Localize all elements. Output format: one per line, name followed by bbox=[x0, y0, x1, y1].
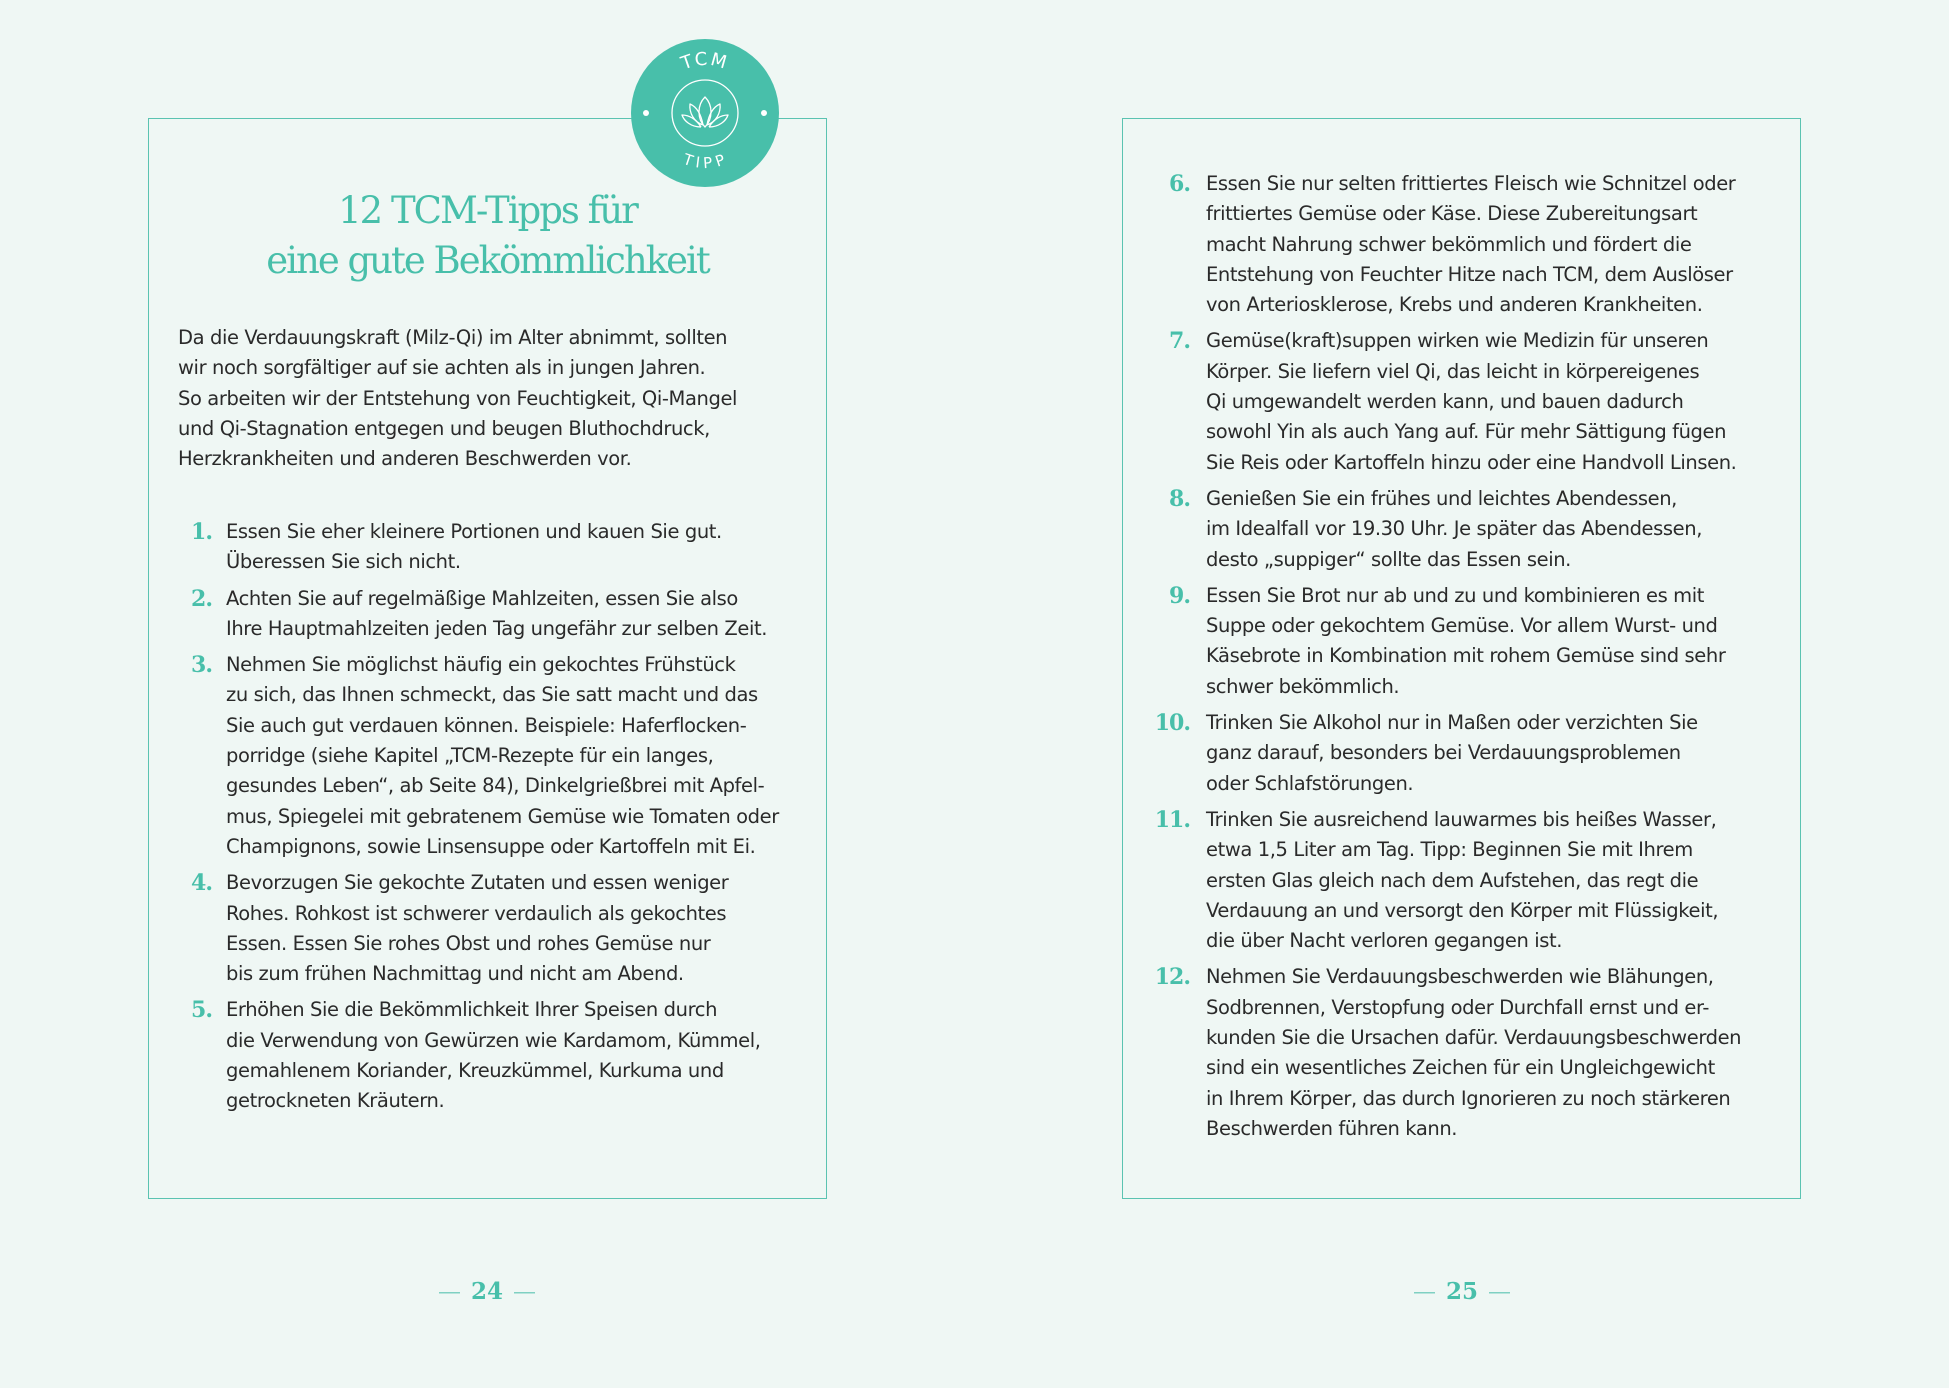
tip-line: im Idealfall vor 19.30 Uhr. Je später das Abendessen, bbox=[1206, 517, 1703, 541]
page-number-value: 25 bbox=[1445, 1278, 1478, 1305]
tip-line: kunden Sie die Ursachen dafür. Verdauungsbeschwerden bbox=[1206, 1026, 1742, 1050]
tip-line: Rohes. Rohkost ist schwerer verdaulich als gekochtes bbox=[226, 901, 727, 925]
tip-number: 10. bbox=[1154, 710, 1190, 737]
tip-line: von Arteriosklerose, Krebs und anderen Krankheiten. bbox=[1206, 293, 1703, 317]
tip-line: gesundes Leben“, ab Seite 84), Dinkelgrießbrei mit Apfel- bbox=[226, 774, 765, 798]
tip-line: Sie Reis oder Kartoffeln hinzu oder eine Handvoll Linsen. bbox=[1206, 450, 1737, 474]
tip-line: gemahlenem Koriander, Kreuzkümmel, Kurkuma und bbox=[226, 1059, 724, 1083]
tip-line: Essen Sie nur selten frittiertes Fleisch wie Schnitzel oder bbox=[1206, 172, 1736, 195]
tip-line: die über Nacht verloren gegangen ist. bbox=[1206, 929, 1563, 953]
page-title bbox=[150, 186, 825, 286]
tips-list-left bbox=[170, 517, 810, 1123]
tip-line: frittiertes Gemüse oder Käse. Diese Zubereitungsart bbox=[1206, 202, 1698, 226]
title-line-2: eine gute Bekömmlichkeit bbox=[266, 239, 709, 282]
tip-line: Nehmen Sie möglichst häufig ein gekochtes Frühstück bbox=[226, 653, 736, 677]
tip-line: Essen Sie Brot nur ab und zu und kombinieren es mit bbox=[1206, 583, 1705, 607]
tip-line: Verdauung an und versorgt den Körper mit Flüssigkeit, bbox=[1206, 898, 1719, 922]
tip-number: 1. bbox=[191, 519, 212, 545]
tip-line: Achten Sie auf regelmäßige Mahlzeiten, essen Sie also bbox=[226, 586, 738, 610]
tip-line: macht Nahrung schwer bekömmlich und fördert die bbox=[1206, 232, 1692, 256]
tip-line: schwer bekömmlich. bbox=[1206, 674, 1400, 698]
tip-line: Sodbrennen, Verstopfung oder Durchfall ernst und er- bbox=[1206, 995, 1709, 1019]
tip-line: Sie auch gut verdauen können. Beispiele: Haferflocken- bbox=[226, 713, 747, 737]
tip-item-9 bbox=[1150, 581, 1790, 702]
tip-number: 12. bbox=[1154, 964, 1190, 991]
tip-line: in Ihrem Körper, das durch Ignorieren zu noch stärkeren bbox=[1206, 1086, 1731, 1110]
tip-line: getrockneten Kräutern. bbox=[226, 1089, 445, 1113]
tip-item-7 bbox=[1150, 326, 1790, 477]
tip-line: Beschwerden führen kann. bbox=[1206, 1116, 1458, 1140]
tip-line: porridge (siehe Kapitel „TCM-Rezepte für ein langes, bbox=[226, 744, 714, 768]
page-number-value: 24 bbox=[470, 1278, 503, 1305]
tip-line: desto „suppiger“ sollte das Essen sein. bbox=[1206, 547, 1571, 571]
tip-line: Käsebrote in Kombination mit rohem Gemüse sind sehr bbox=[1206, 644, 1726, 668]
tip-line: Überessen Sie sich nicht. bbox=[226, 550, 461, 574]
tip-number: 7. bbox=[1169, 328, 1190, 355]
tip-number: 4. bbox=[191, 870, 212, 897]
tip-line: oder Schlafstörungen. bbox=[1206, 771, 1414, 795]
intro-line: wir noch sorgfältiger auf sie achten als in jungen Jahren. bbox=[178, 356, 706, 380]
tip-number: 8. bbox=[1169, 485, 1190, 512]
badge-dot-left bbox=[643, 110, 649, 116]
tip-line: mus, Spiegelei mit gebratenem Gemüse wie Tomaten oder bbox=[226, 804, 779, 828]
tip-item-1 bbox=[170, 517, 810, 578]
tip-line: Ihre Hauptmahlzeiten jeden Tag ungefähr zur selben Zeit. bbox=[226, 616, 768, 640]
tip-line: Gemüse(kraft)suppen wirken wie Medizin für unseren bbox=[1206, 329, 1709, 353]
badge-graphic bbox=[631, 39, 779, 187]
tip-line: Genießen Sie ein frühes und leichtes Abendessen, bbox=[1206, 486, 1677, 510]
tip-item-12 bbox=[1150, 962, 1790, 1144]
intro-line: So arbeiten wir der Entstehung von Feuchtigkeit, Qi-Mangel bbox=[178, 386, 738, 410]
tip-line: Bevorzugen Sie gekochte Zutaten und essen weniger bbox=[226, 871, 729, 895]
intro-paragraph bbox=[178, 323, 798, 474]
tip-item-4 bbox=[170, 868, 810, 989]
tip-item-10 bbox=[1150, 708, 1790, 799]
tip-item-8 bbox=[1150, 484, 1790, 575]
tip-line: Qi umgewandelt werden kann, und bauen dadurch bbox=[1206, 390, 1684, 414]
tip-line: ganz darauf, besonders bei Verdauungsproblemen bbox=[1206, 741, 1681, 765]
tip-line: etwa 1,5 Liter am Tag. Tipp: Beginnen Sie mit Ihrem bbox=[1206, 838, 1693, 862]
intro-line: und Qi-Stagnation entgegen und beugen Bluthochdruck, bbox=[178, 416, 710, 440]
page-number-dash: — bbox=[1488, 1279, 1511, 1305]
badge-dot-right bbox=[761, 110, 767, 116]
tips-list-right bbox=[1150, 169, 1790, 1150]
tip-number: 9. bbox=[1169, 582, 1190, 609]
intro-line: Da die Verdauungskraft (Milz-Qi) im Alter abnimmt, sollten bbox=[178, 326, 728, 349]
page-number-dash: — bbox=[513, 1279, 536, 1305]
tip-line: Entstehung von Feuchter Hitze nach TCM, dem Auslöser bbox=[1206, 262, 1733, 286]
tip-line: Essen. Essen Sie rohes Obst und rohes Gemüse nur bbox=[226, 931, 711, 955]
tip-number: 6. bbox=[1169, 171, 1190, 197]
tip-line: sind ein wesentliches Zeichen für ein Ungleichgewicht bbox=[1206, 1056, 1715, 1080]
tip-item-3 bbox=[170, 650, 810, 862]
page-number-left bbox=[387, 1278, 587, 1305]
lotus-icon bbox=[682, 97, 728, 127]
tip-line: sowohl Yin als auch Yang auf. Für mehr Sättigung fügen bbox=[1206, 420, 1727, 444]
tip-number: 2. bbox=[191, 585, 212, 612]
tip-item-6 bbox=[1150, 169, 1790, 320]
tip-line: Nehmen Sie Verdauungsbeschwerden wie Blähungen, bbox=[1206, 965, 1714, 989]
tip-item-5 bbox=[170, 995, 810, 1116]
tip-line: Trinken Sie Alkohol nur in Maßen oder verzichten Sie bbox=[1206, 711, 1698, 735]
tip-line: Suppe oder gekochtem Gemüse. Vor allem Wurst- und bbox=[1206, 614, 1718, 638]
tip-line: ersten Glas gleich nach dem Aufstehen, das regt die bbox=[1206, 868, 1699, 892]
tip-line: zu sich, das Ihnen schmeckt, das Sie satt macht und das bbox=[226, 683, 758, 707]
intro-line: Herzkrankheiten und anderen Beschwerden vor. bbox=[178, 447, 632, 471]
tip-line: die Verwendung von Gewürzen wie Kardamom, Kümmel, bbox=[226, 1028, 761, 1052]
page-number-dash: — bbox=[437, 1279, 461, 1305]
tip-line: Essen Sie eher kleinere Portionen und kauen Sie gut. bbox=[226, 520, 722, 543]
tip-line: Trinken Sie ausreichend lauwarmes bis heißes Wasser, bbox=[1206, 807, 1717, 831]
tip-item-11 bbox=[1150, 805, 1790, 956]
tip-number: 11. bbox=[1154, 806, 1190, 833]
title-line-1: 12 TCM-Tipps für bbox=[338, 189, 637, 232]
tcm-tipp-badge bbox=[631, 39, 779, 187]
page-number-right bbox=[1362, 1278, 1562, 1305]
tip-number: 3. bbox=[191, 652, 212, 679]
tip-line: Körper. Sie liefern viel Qi, das leicht in körpereigenes bbox=[1206, 359, 1700, 383]
tip-item-2 bbox=[170, 584, 810, 645]
badge-inner-ring bbox=[672, 80, 738, 146]
tip-line: bis zum frühen Nachmittag und nicht am Abend. bbox=[226, 962, 684, 986]
tip-number: 5. bbox=[191, 997, 212, 1024]
tip-line: Erhöhen Sie die Bekömmlichkeit Ihrer Speisen durch bbox=[226, 998, 718, 1022]
tip-line: Champignons, sowie Linsensuppe oder Kartoffeln mit Ei. bbox=[226, 834, 756, 858]
page-number-dash: — bbox=[1412, 1279, 1436, 1305]
badge-top-text: TCM bbox=[678, 48, 731, 75]
badge-bottom-text: TIPP bbox=[680, 150, 730, 173]
